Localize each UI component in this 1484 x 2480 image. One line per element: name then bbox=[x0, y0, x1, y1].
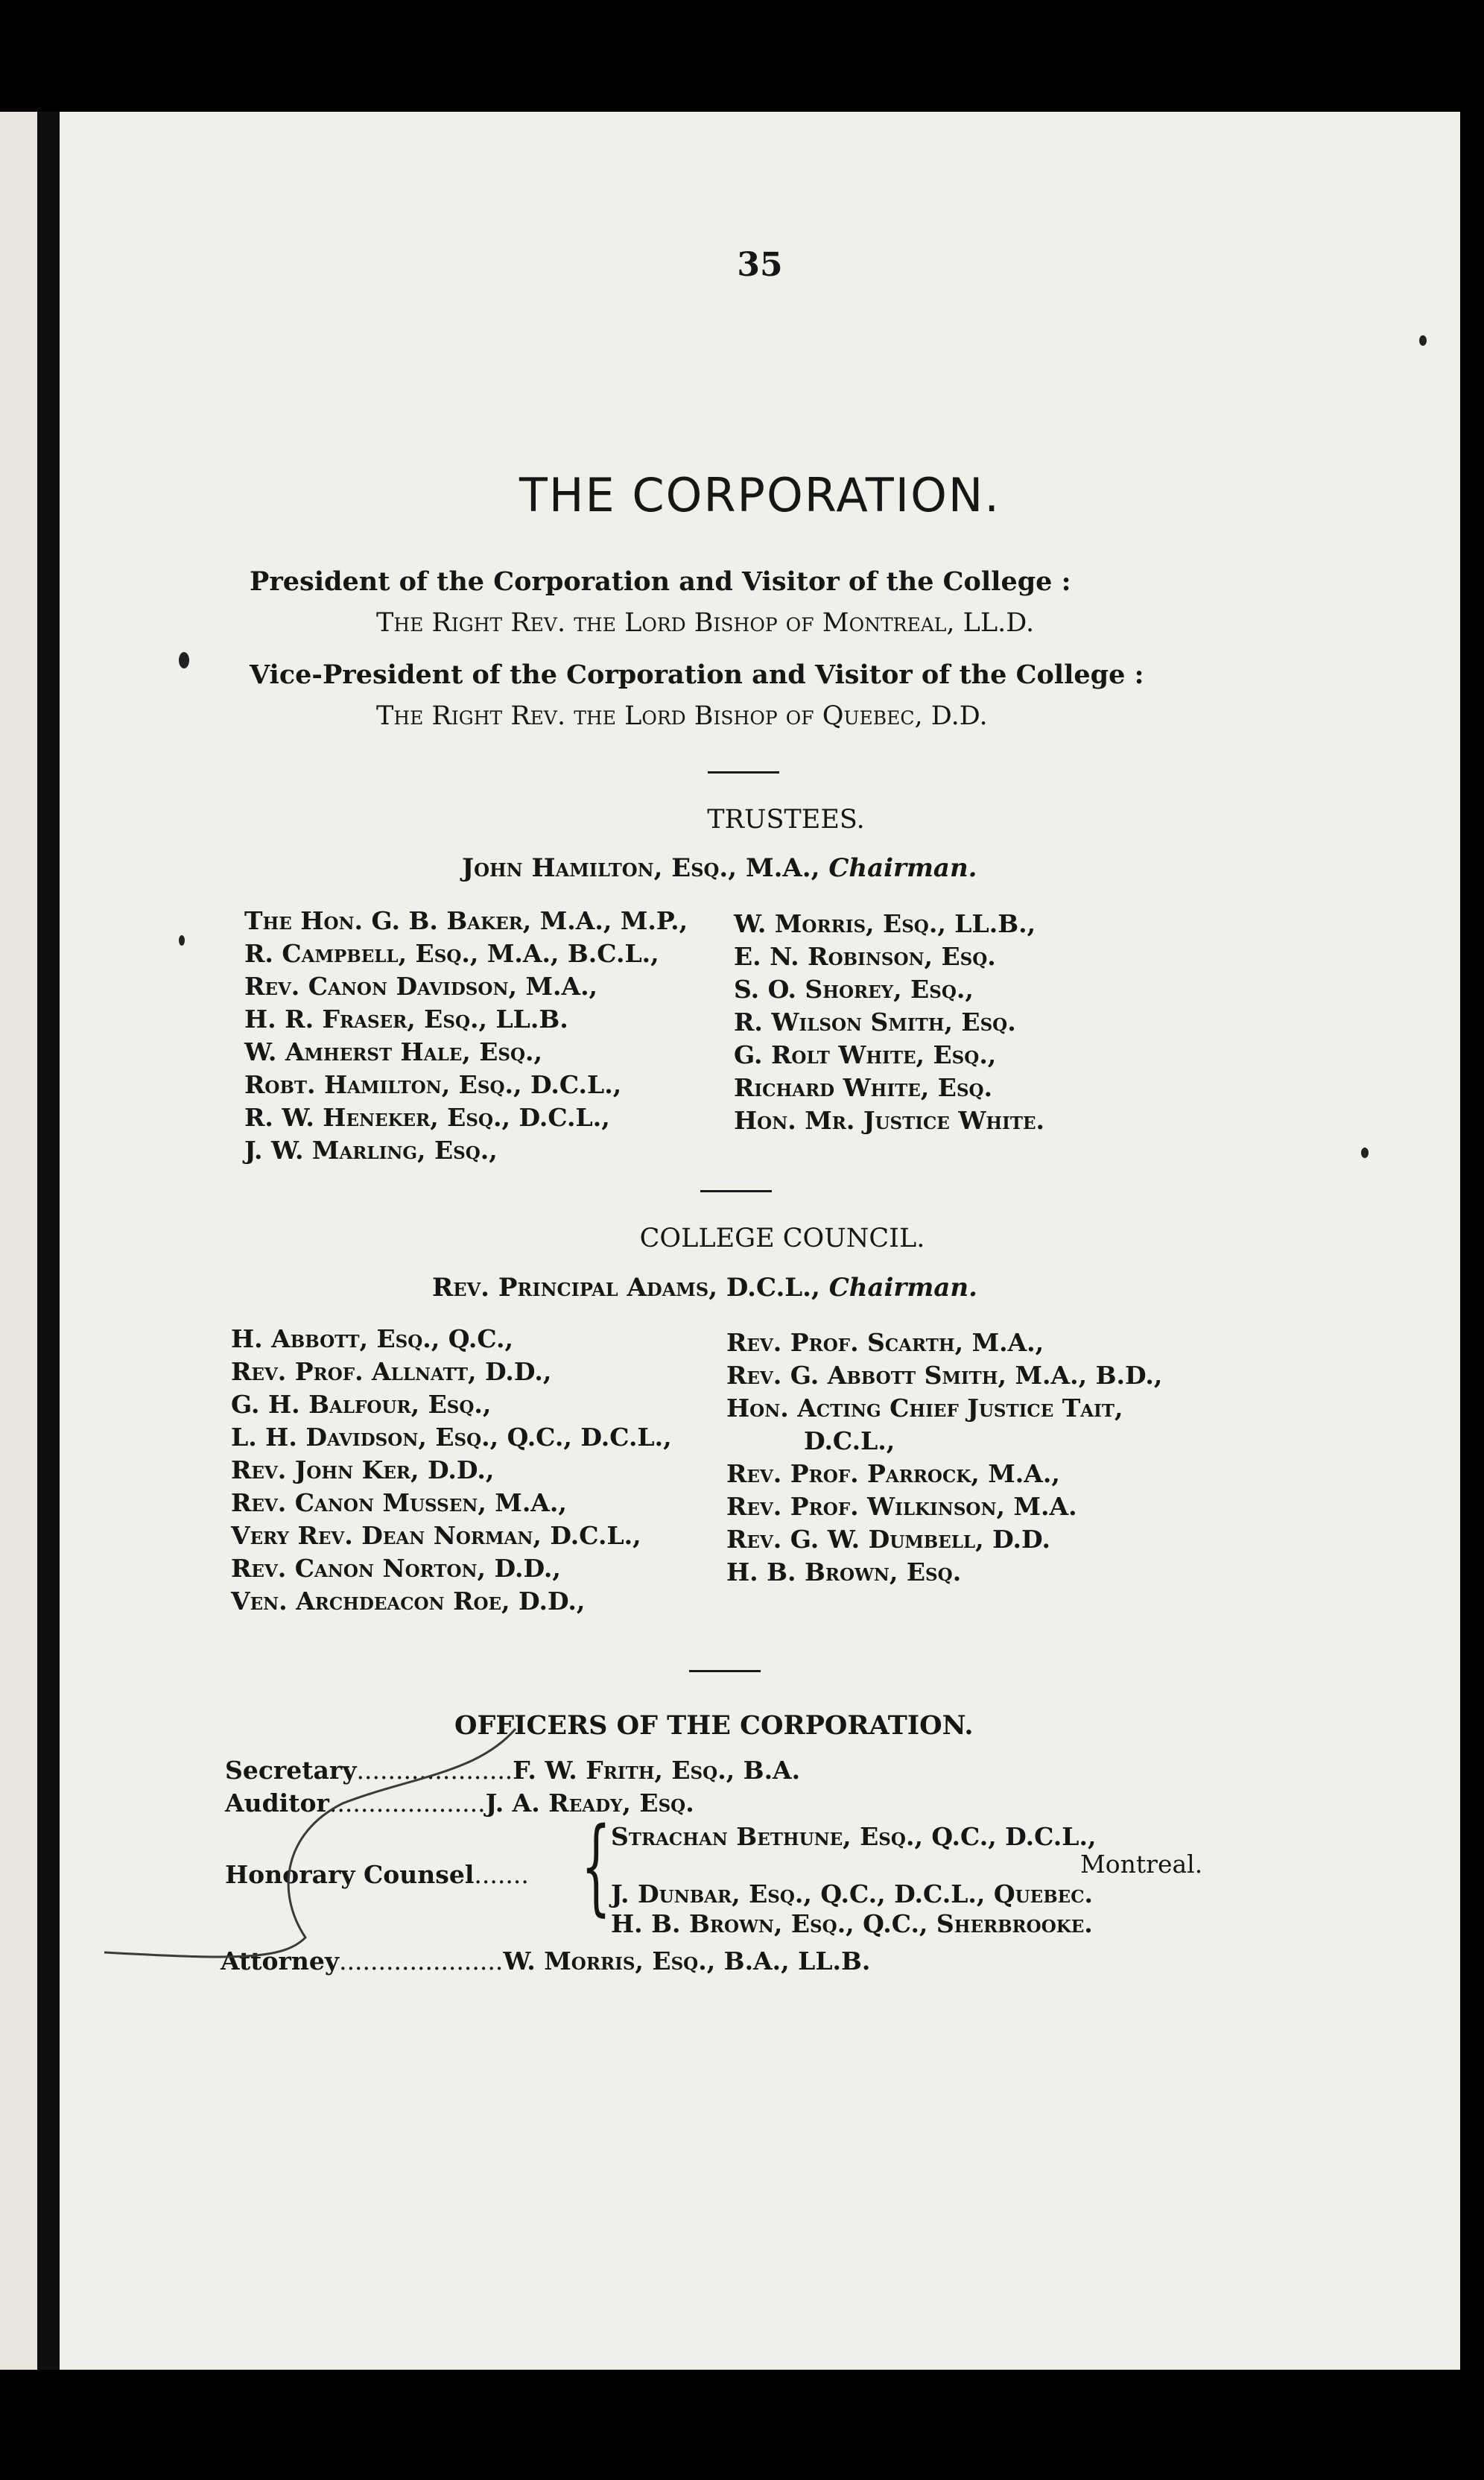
trustees-chairman bbox=[462, 853, 977, 883]
council-right-column bbox=[726, 1326, 1162, 1589]
council-left-column bbox=[231, 1323, 672, 1618]
trustee-name: W. Morris, Esq., LL.B., bbox=[734, 909, 1036, 938]
page-title: THE CORPORATION. bbox=[519, 468, 1001, 522]
council-member: Rev. G. W. Dumbell, D.D. bbox=[726, 1525, 1050, 1554]
trustee-name: Hon. Mr. Justice White. bbox=[734, 1106, 1045, 1135]
council-member: Rev. G. Abbott Smith, M.A., B.D., bbox=[726, 1361, 1163, 1390]
trustees-right-column bbox=[734, 908, 1044, 1137]
trustees-chairman-role: Chairman. bbox=[828, 853, 977, 883]
council-member-continued: D.C.L., bbox=[804, 1426, 895, 1455]
brace-icon: { bbox=[581, 1806, 612, 1927]
section-divider bbox=[708, 771, 779, 774]
speck bbox=[179, 652, 189, 668]
page-number: 35 bbox=[737, 246, 783, 284]
president-name: The Right Rev. the Lord Bishop of Montreal, LL.D. bbox=[376, 608, 1035, 638]
council-chairman bbox=[432, 1273, 977, 1303]
council-member: L. H. Davidson, Esq., Q.C., D.C.L., bbox=[231, 1423, 672, 1452]
counsel-quebec: J. Dunbar, Esq., Q.C., D.C.L., Quebec. bbox=[611, 1879, 1093, 1908]
counsel-sherbrooke: H. B. Brown, Esq., Q.C., Sherbrooke. bbox=[611, 1909, 1093, 1938]
section-divider bbox=[700, 1190, 772, 1192]
dot-leader: .................... bbox=[329, 1788, 486, 1818]
facing-page-edge bbox=[0, 112, 37, 2370]
speck bbox=[1361, 1148, 1369, 1158]
council-member: Rev. John Ker, D.D., bbox=[231, 1455, 495, 1484]
vice-president-name: The Right Rev. the Lord Bishop of Quebec, D.D. bbox=[376, 701, 988, 731]
section-divider bbox=[689, 1670, 761, 1672]
trustee-name: S. O. Shorey, Esq., bbox=[734, 975, 974, 1004]
vice-president-label: Vice-President of the Corporation and Visitor of the College : bbox=[250, 659, 1144, 690]
council-member: Rev. Canon Norton, D.D., bbox=[231, 1554, 561, 1583]
trustee-name: E. N. Robinson, Esq. bbox=[734, 942, 996, 971]
council-member: Rev. Canon Mussen, M.A., bbox=[231, 1488, 567, 1517]
trustee-name: Robt. Hamilton, Esq., D.C.L., bbox=[244, 1070, 622, 1099]
trustees-chairman-name: John Hamilton, Esq., M.A., bbox=[462, 853, 829, 883]
counsel-montreal: Strachan Bethune, Esq., Q.C., D.C.L., bbox=[611, 1822, 1097, 1851]
trustee-name: Rev. Canon Davidson, M.A., bbox=[244, 972, 598, 1001]
trustee-name: Richard White, Esq. bbox=[734, 1073, 993, 1102]
council-heading: COLLEGE COUNCIL. bbox=[639, 1224, 925, 1253]
council-member: H. B. Brown, Esq. bbox=[726, 1557, 962, 1587]
speck bbox=[179, 935, 185, 946]
book-gutter bbox=[37, 112, 60, 2370]
council-chairman-name: Rev. Principal Adams, D.C.L., bbox=[432, 1273, 829, 1303]
speck bbox=[1419, 335, 1427, 346]
officers-heading: OFFICERS OF THE CORPORATION. bbox=[454, 1710, 974, 1741]
council-member: Rev. Prof. Allnatt, D.D., bbox=[231, 1357, 552, 1386]
council-member: Hon. Acting Chief Justice Tait, bbox=[726, 1394, 1123, 1423]
trustee-name: J. W. Marling, Esq., bbox=[244, 1136, 498, 1165]
officer-name: F. W. Frith, Esq., B.A. bbox=[513, 1756, 801, 1785]
counsel-montreal-city: Montreal. bbox=[1080, 1850, 1203, 1879]
council-member: Rev. Prof. Parrock, M.A., bbox=[726, 1459, 1060, 1488]
officer-label: Honorary Counsel bbox=[225, 1860, 475, 1889]
trustee-name: G. Rolt White, Esq., bbox=[734, 1040, 997, 1069]
trustee-name: R. Campbell, Esq., M.A., B.C.L., bbox=[244, 939, 659, 968]
trustee-name: W. Amherst Hale, Esq., bbox=[244, 1037, 543, 1066]
pencil-annotation bbox=[60, 1714, 656, 2012]
council-member: Rev. Prof. Scarth, M.A., bbox=[726, 1328, 1044, 1357]
page bbox=[60, 112, 1460, 2370]
council-member: Rev. Prof. Wilkinson, M.A. bbox=[726, 1492, 1077, 1521]
dot-leader: ..................... bbox=[339, 1946, 504, 1976]
officer-label: Attorney bbox=[221, 1946, 340, 1976]
council-member: G. H. Balfour, Esq., bbox=[231, 1390, 492, 1419]
council-member: Ven. Archdeacon Roe, D.D., bbox=[231, 1587, 586, 1616]
trustee-name: R. W. Heneker, Esq., D.C.L., bbox=[244, 1103, 610, 1132]
trustees-heading: TRUSTEES. bbox=[707, 805, 865, 835]
officer-label: Auditor bbox=[225, 1788, 329, 1818]
trustees-left-column bbox=[244, 905, 688, 1167]
trustee-name: H. R. Fraser, Esq., LL.B. bbox=[244, 1005, 568, 1034]
council-member: Very Rev. Dean Norman, D.C.L., bbox=[231, 1521, 641, 1550]
officer-name: J. A. Ready, Esq. bbox=[485, 1788, 694, 1818]
dot-leader: .................... bbox=[356, 1756, 513, 1785]
dot-leader: ....... bbox=[474, 1860, 529, 1889]
president-label: President of the Corporation and Visitor of the College : bbox=[250, 566, 1071, 597]
trustee-name: R. Wilson Smith, Esq. bbox=[734, 1008, 1016, 1037]
officer-label: Secretary bbox=[225, 1756, 357, 1785]
trustee-name: The Hon. G. B. Baker, M.A., M.P., bbox=[244, 906, 688, 935]
council-chairman-role: Chairman. bbox=[828, 1273, 977, 1303]
officer-name: W. Morris, Esq., B.A., LL.B. bbox=[503, 1946, 871, 1976]
council-member: H. Abbott, Esq., Q.C., bbox=[231, 1324, 514, 1353]
